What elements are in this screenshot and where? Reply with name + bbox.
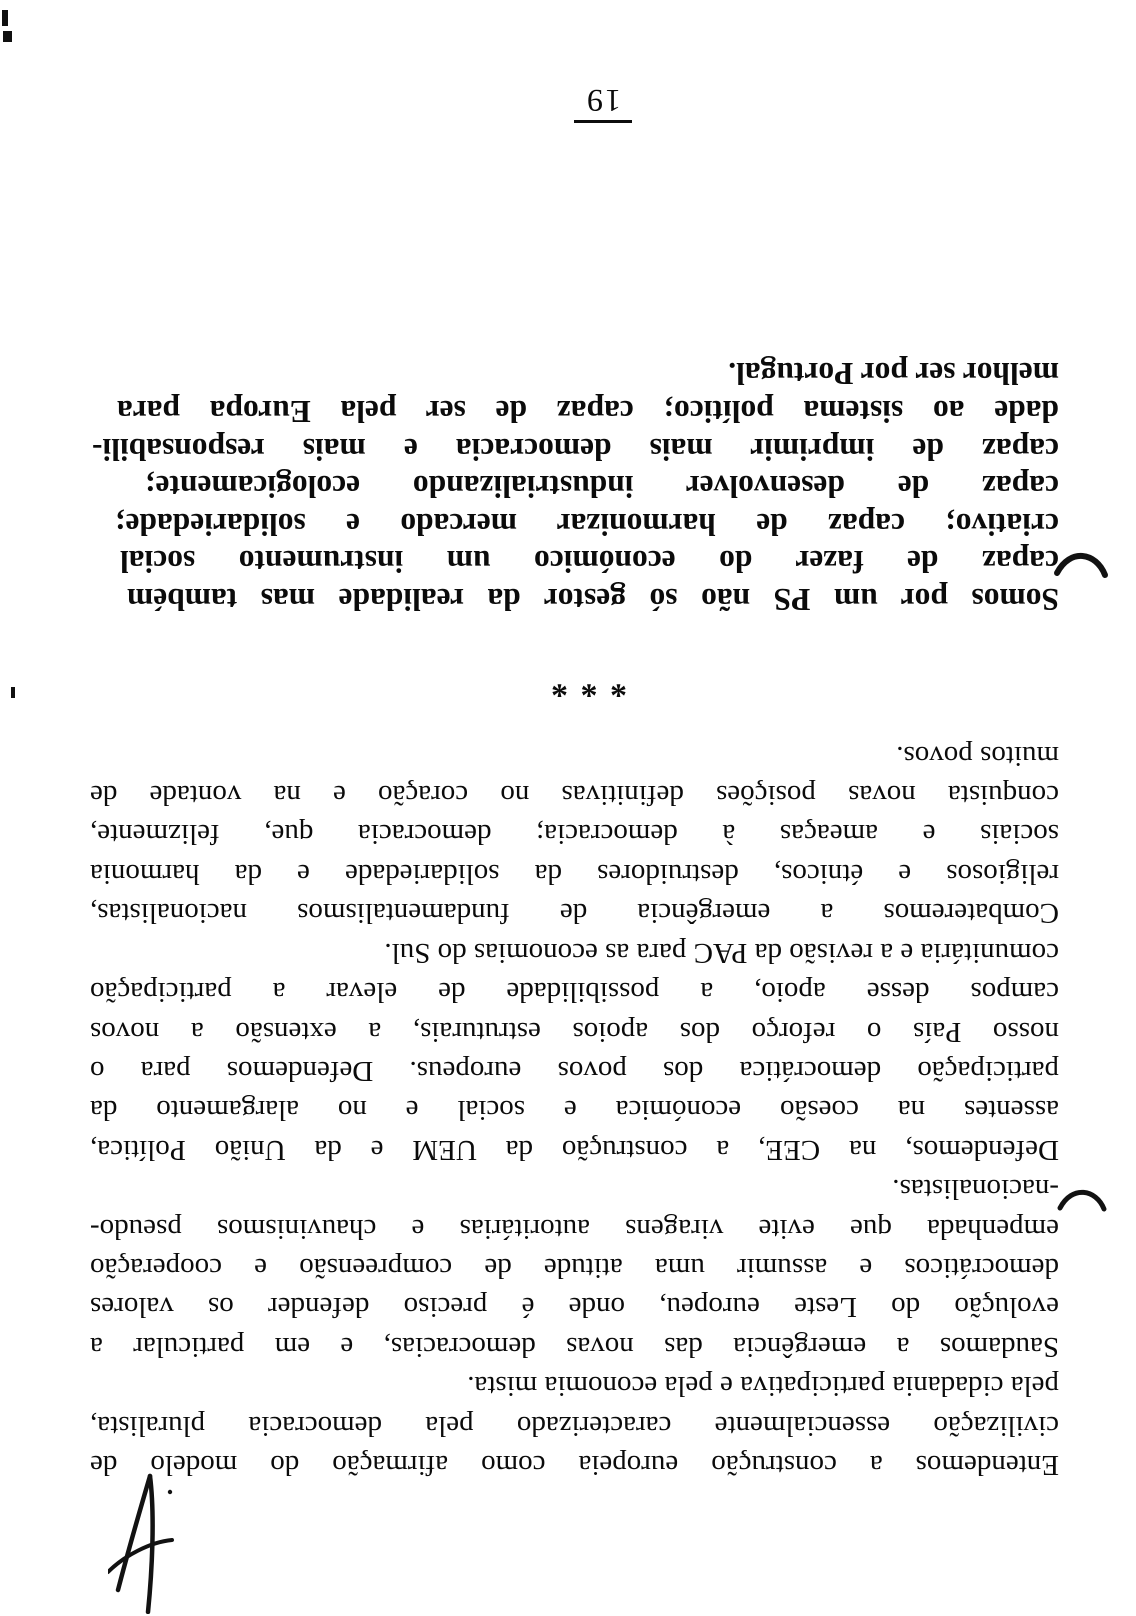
- text-line: muitos povos.: [896, 739, 1059, 772]
- text-line: campos desse apoio, a possibilidade de elevar a participação: [90, 976, 1059, 1009]
- text-line: pela cidadania participativa e pela economia mista.: [467, 1370, 1059, 1403]
- text-line: capaz de imprimir mais democracia e mais responsabili-: [92, 431, 1059, 467]
- paragraph-2: [90, 1169, 1059, 1366]
- section-separator-stars: * * *: [549, 667, 627, 704]
- text-line: Defendemos, na CEE, a construção da UEM e da União Política,: [90, 1133, 1059, 1166]
- text-line: criativo; capaz de harmonizar mercado e solidariedade;: [115, 506, 1059, 542]
- text-line: empenhada que evite viragens autoritárias e chauvinismos pseudo-: [90, 1212, 1059, 1245]
- scan-speck: [2, 10, 8, 26]
- page-number: 19: [574, 84, 632, 123]
- paragraph-3: [90, 932, 1059, 1168]
- text-line: sociais e ameaças à democracia; democracia que, felizmente,: [90, 818, 1059, 851]
- text-line: Entendemos a construção europeia como afirmação do modelo de: [90, 1449, 1059, 1481]
- text-line: assentes na coesão económica e social e no alargamento da: [90, 1094, 1059, 1127]
- text-line: participação democrática dos povos europeus. Defendemos para o: [90, 1054, 1059, 1087]
- text-line: dade ao sistema político; capaz de ser pela Europa para: [117, 394, 1059, 430]
- text-line: comunitária e a revisão da PAC para as economias do Sul.: [384, 936, 1059, 969]
- body-text: [90, 735, 1059, 1484]
- emphasis-paragraph: [90, 355, 1059, 618]
- text-line: civilização essencialmente caracterizado pela democracia pluralista,: [90, 1409, 1059, 1442]
- page-number-row: [70, 84, 1136, 123]
- text-line: Saudamos a emergência das novas democracias, e em particular a: [90, 1330, 1059, 1363]
- text-line: nosso País o reforço dos apoios estruturais, a extensão a novos: [90, 1015, 1059, 1048]
- text-line: democráticos e assumir uma atitude de compreensão e cooperação: [90, 1251, 1059, 1284]
- text-line: -nacionalistas.: [892, 1173, 1059, 1206]
- paragraph-1: [90, 1366, 1059, 1484]
- text-line: melhor ser por Portugal.: [728, 356, 1059, 392]
- text-line: conquista novas posições definitivas no coração e na vontade de: [90, 779, 1059, 812]
- text-line: religiosos e étnicos, destruidores da solidariedade e da harmonia: [90, 857, 1059, 890]
- scan-speck: [3, 31, 12, 42]
- scan-speck: [11, 687, 15, 698]
- text-line: evolução do Leste europeu, onde é preciso defender os valores: [90, 1291, 1059, 1324]
- handwritten-scribble-icon: [108, 1472, 188, 1614]
- text-line: Combateremos a emergência de fundamentalismos nacionalistas,: [90, 897, 1059, 930]
- text-line: capaz de fazer do económico um instrumento social: [120, 544, 1059, 580]
- text-line: capaz de desenvolver industrializando ecologicamente;: [145, 469, 1059, 505]
- paragraph-4: [90, 735, 1059, 932]
- margin-arc-mark-icon: [1056, 1178, 1108, 1216]
- text-line: Somos por um PS não só gestor da realidade mas também: [127, 582, 1059, 617]
- margin-arc-mark-icon: [1052, 542, 1110, 582]
